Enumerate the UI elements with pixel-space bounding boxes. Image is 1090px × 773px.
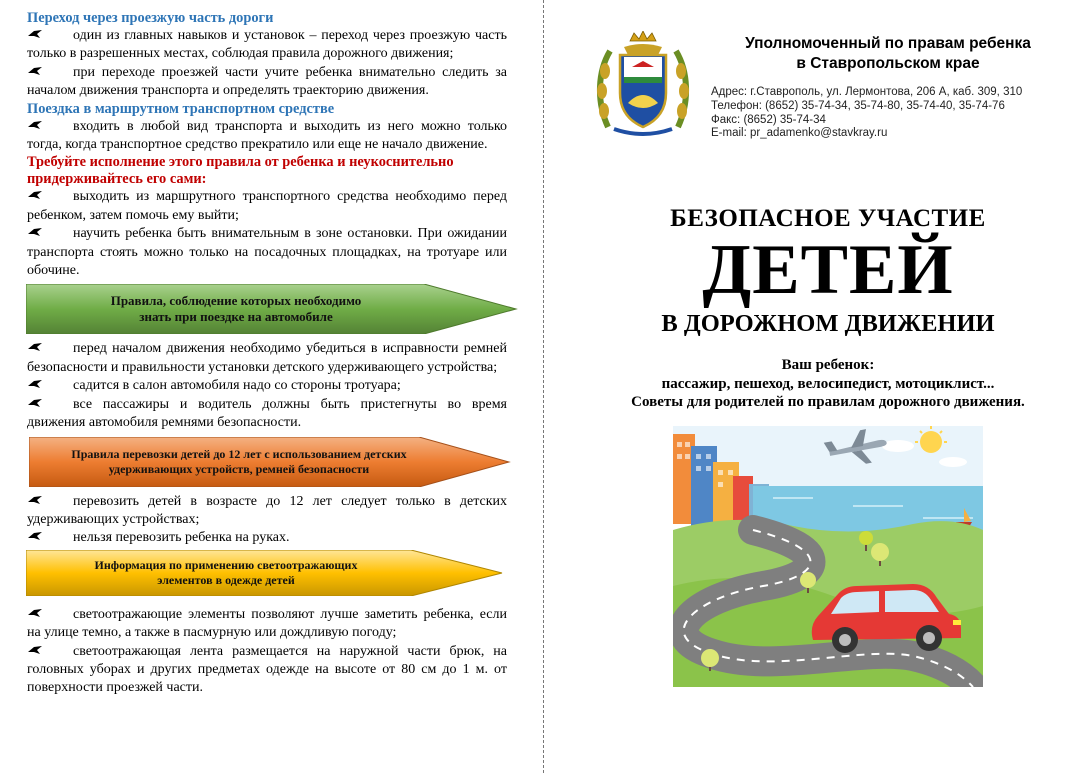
- address: Адрес: г.Ставрополь, ул. Лермонтова, 206 А, каб. 309, 310: [711, 86, 1023, 98]
- organization-name: Уполномоченный по правам ребенка в Ставропольском крае: [745, 35, 1031, 72]
- list-item: нельзя перевозить ребенка на руках.: [27, 529, 507, 547]
- pen-bullet-icon: [27, 28, 45, 40]
- list-item: при переходе проезжей части учите ребенка внимательно следить за началом движения транспорта и определять траекторию движения.: [27, 64, 507, 99]
- list-item: все пассажиры и водитель должны быть пристегнуты во время движения автомобиля ремнями безопасности.: [27, 396, 507, 431]
- email: E-mail: pr_adamenko@stavkray.ru: [711, 127, 888, 140]
- heading-demand-rule: Требуйте исполнение этого правила от ребенка и неукоснительно придерживайтесь его сами:: [27, 154, 454, 188]
- pen-bullet-icon: [27, 189, 45, 201]
- list-item: входить в любой вид транспорта и выходить из него можно только тогда, когда транспортное средство прекратило или еще не начало движение.: [27, 118, 507, 153]
- title-line-3: В ДОРОЖНОМ ДВИЖЕНИИ: [661, 310, 995, 337]
- title-line-2: ДЕТЕЙ: [702, 231, 954, 309]
- banner-reflective-info: [26, 550, 507, 600]
- title-line-1: БЕЗОПАСНОЕ УЧАСТИЕ: [670, 205, 986, 232]
- pen-bullet-icon: [27, 226, 45, 238]
- heading-crossing: Переход через проезжую часть дороги: [27, 10, 274, 26]
- contact-info: [711, 86, 1071, 141]
- fax: Факс: (8652) 35-74-34: [711, 113, 826, 126]
- pen-bullet-icon: [27, 378, 45, 390]
- sun-icon: [920, 431, 942, 453]
- banner-reflective-info-text: Информация по применению светоотражающих элементов в одежде детей: [94, 557, 358, 587]
- pen-bullet-icon: [27, 341, 45, 353]
- pen-bullet-icon: [27, 607, 45, 619]
- pen-bullet-icon: [27, 644, 45, 656]
- heading-route-transport: Поездка в маршрутном транспортном средстве: [27, 100, 335, 117]
- pen-bullet-icon: [27, 119, 45, 131]
- banner-car-rules-text: Правила, соблюдение которых необходимо знать при поездке на автомобиле: [110, 293, 362, 325]
- banner-child-seat-rules: [29, 437, 507, 487]
- list-item: светоотражающая лента размещается на наружной части брюк, на головных уборах и других предметах одежде на высоте от 80 см до 1 м. от поверхности проезжей части.: [27, 643, 507, 696]
- phone: Телефон: (8652) 35-74-34, 35-74-80, 35-74-40, 35-74-76: [711, 99, 1005, 112]
- pen-bullet-icon: [27, 65, 45, 77]
- subtitle: Ваш ребенок: пассажир, пешеход, велосипедист, мотоциклист... Советы для родителей по правилам дорожного движения.: [631, 357, 1025, 410]
- banner-child-seat-rules-text: Правила перевозки детей до 12 лет с использованием детских удерживающих устройств, ремней безопасности: [71, 446, 407, 476]
- pen-bullet-icon: [27, 494, 45, 506]
- left-column: [27, 10, 507, 770]
- list-item: один из главных навыков и установок – переход через проезжую часть только в разрешенных местах, соблюдая правила дорожного движения;: [27, 28, 507, 62]
- list-item: светоотражающие элементы позволяют лучше заметить ребенка, если на улице темно, а также в пасмурную или дождливую погоду;: [27, 606, 507, 641]
- list-item: перед началом движения необходимо убедиться в исправности ремней безопасности и правильности установки детского удерживающего устройства;: [27, 341, 507, 375]
- pen-bullet-icon: [27, 397, 45, 409]
- fold-line: [543, 0, 544, 773]
- pen-bullet-icon: [27, 530, 45, 542]
- list-item: выходить из маршрутного транспортного средства необходимо перед ребенком, затем помочь ему выйти;: [27, 189, 507, 223]
- coat-of-arms-logo: [594, 31, 692, 139]
- road-illustration: [673, 426, 983, 687]
- banner-car-rules: [26, 284, 507, 334]
- list-item: садится в салон автомобиля надо со стороны тротуара;: [27, 377, 507, 395]
- list-item: научить ребенка быть внимательным в зоне остановки. При ожидании транспорта стоять можно только на посадочных площадках, на тротуаре или обочине.: [27, 226, 507, 279]
- list-item: перевозить детей в возрасте до 12 лет следует только в детских удерживающих устройствах;: [27, 493, 507, 527]
